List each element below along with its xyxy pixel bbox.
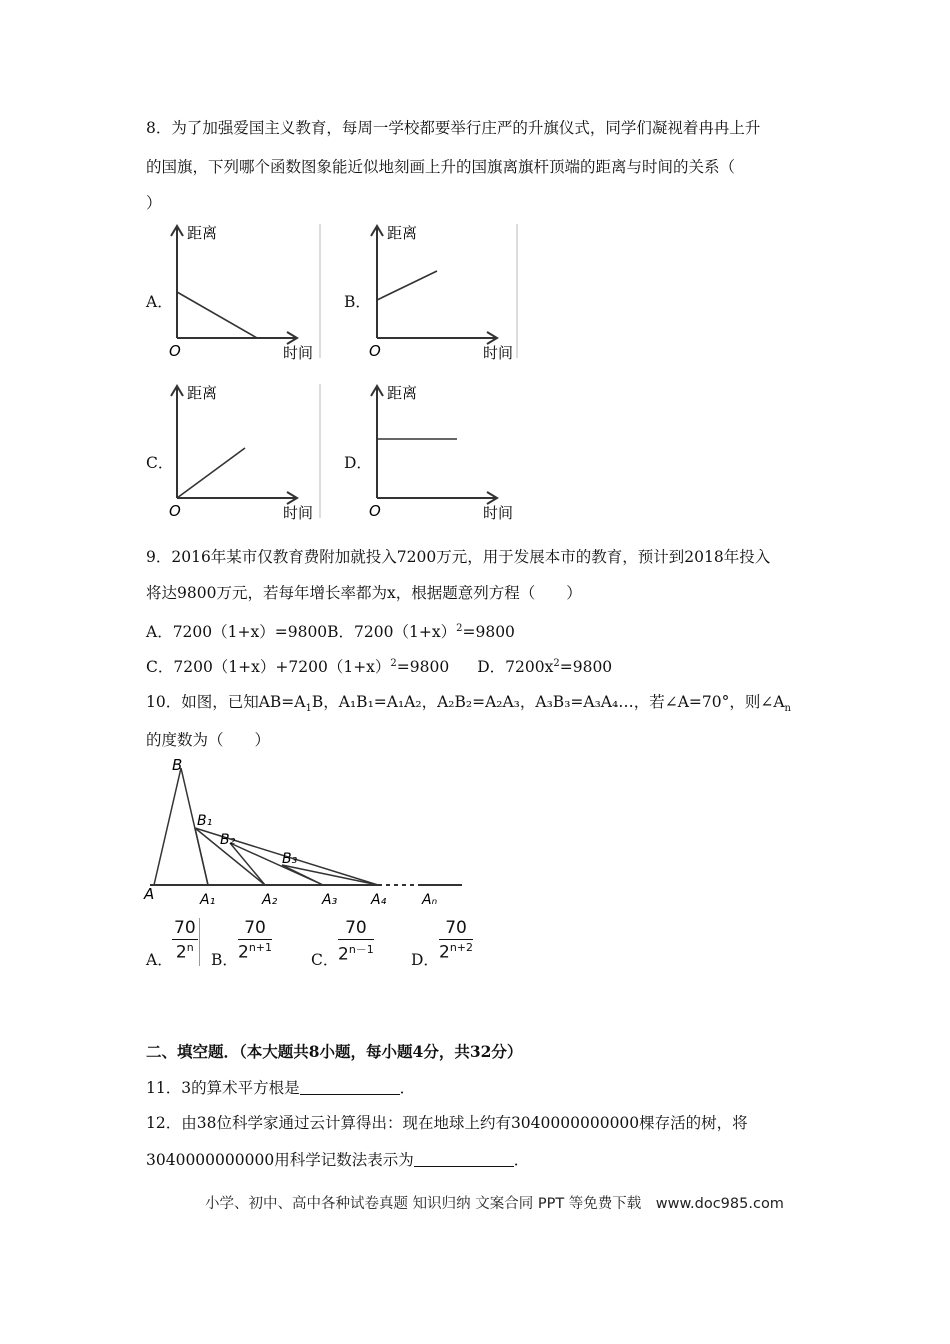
q10-label-a2: A₂ xyxy=(262,892,278,908)
q8-graph-c-origin: O xyxy=(169,502,181,520)
q10-option-b-fraction: $\frac{70}{2^{n+1}}$ xyxy=(238,918,273,963)
q8-line3: ） xyxy=(146,194,162,212)
q12-answer-blank xyxy=(414,1150,514,1167)
q9-options-row1 xyxy=(146,619,515,642)
q8-graph-b-origin: O xyxy=(369,342,381,360)
q10-label-an: Aₙ xyxy=(422,892,438,908)
q12-line1: 12．由38位科学家通过云计算得出：现在地球上约有3040000000000棵存活的树，将 xyxy=(146,1114,748,1132)
q10-option-c-label: C． xyxy=(311,951,339,969)
q8-graph-d-origin: O xyxy=(369,502,381,520)
q10-label-a3: A₃ xyxy=(322,892,338,908)
q8-option-c-label: C． xyxy=(146,454,174,472)
q10-option-a-fraction: $\frac{70}{2^n}$ xyxy=(174,918,196,963)
q8-graph-b xyxy=(365,220,525,362)
q10-figure xyxy=(140,755,470,915)
q10-option-d-fraction: $\frac{70}{2^{n+2}}$ xyxy=(439,918,474,963)
q10-label-a1: A₁ xyxy=(200,892,216,908)
q10-line1: 10．如图，已知$AB=A_1B$，A₁B₁=A₁A₂，A₂B₂=A₂A₃，A₃B₃=A₃A₄…，若∠A=70°，则$\angle A_n$ xyxy=(146,693,791,715)
q8-graph-b-ylabel: 距离 xyxy=(387,224,418,242)
q8-graph-a-origin: O xyxy=(169,342,181,360)
q8-graph-a xyxy=(165,220,325,362)
q10-label-b2: B₂ xyxy=(220,832,236,848)
q10-label-b3: B₃ xyxy=(282,851,298,867)
q8-graph-a-xlabel: 时间 xyxy=(283,344,314,362)
q9-option-b: B．$7200(1+x)^2=9800$ xyxy=(327,623,515,642)
q8-graph-b-xlabel: 时间 xyxy=(483,344,514,362)
q9-options-row2 xyxy=(146,654,612,677)
q10-label-a: A xyxy=(144,885,155,903)
q10-option-d-label: D． xyxy=(411,951,439,969)
q8-line1: 8．为了加强爱国主义教育，每周一学校都要举行庄严的升旗仪式，同学们凝视着冉冉上升 xyxy=(146,119,761,137)
q10-option-a-label: A． xyxy=(146,951,173,969)
q9-line2: 将达9800万元，若每年增长率都为x，根据题意列方程（ ） xyxy=(146,584,582,602)
q12-line2: 3040000000000用科学记数法表示为 ． xyxy=(146,1151,530,1169)
q10-line2: 的度数为（ ） xyxy=(146,731,271,749)
q11-answer-blank xyxy=(300,1078,400,1095)
q10-label-b: B xyxy=(172,756,183,774)
q8-option-b-label: B． xyxy=(344,293,371,311)
q9-option-a: A．7200（1+x）=9800 xyxy=(146,623,328,642)
q9-option-d: D．$7200x^2=9800$ xyxy=(477,658,613,677)
q8-graph-d xyxy=(365,380,525,522)
q8-line2: 的国旗，下列哪个函数图象能近似地刻画上升的国旗离旗杆顶端的距离与时间的关系（ xyxy=(146,158,736,176)
q10-label-a4: A₄ xyxy=(371,892,387,908)
q8-graph-c-xlabel: 时间 xyxy=(283,504,314,522)
page-footer: 小学、初中、高中各种试卷真题 知识归纳 文案合同 PPT 等免费下载 www.doc985.com xyxy=(205,1196,784,1212)
q10-option-c-fraction: $\frac{70}{2^{n-1}}$ xyxy=(338,918,374,965)
q8-option-d-label: D． xyxy=(344,454,372,472)
q8-option-a-label: A． xyxy=(146,293,173,311)
q10-label-b1: B₁ xyxy=(197,813,213,829)
q8-graph-d-ylabel: 距离 xyxy=(387,384,418,402)
q8-graph-a-ylabel: 距离 xyxy=(187,224,218,242)
q8-graph-c xyxy=(165,380,325,522)
q9-line1: 9．2016年某市仅教育费附加就投入7200万元，用于发展本市的教育，预计到2018年投入 xyxy=(146,548,771,566)
q8-graph-c-ylabel: 距离 xyxy=(187,384,218,402)
section2-title: 二、填空题．（本大题共8小题，每小题4分，共32分） xyxy=(146,1042,523,1061)
q9-option-c: C．$7200(1+x)+7200(1+x)^2=9800$ xyxy=(146,658,450,677)
q8-graph-d-xlabel: 时间 xyxy=(483,504,514,522)
q10-option-b-label: B． xyxy=(211,951,238,969)
q11: 11．3的算术平方根是 ． xyxy=(146,1079,416,1097)
